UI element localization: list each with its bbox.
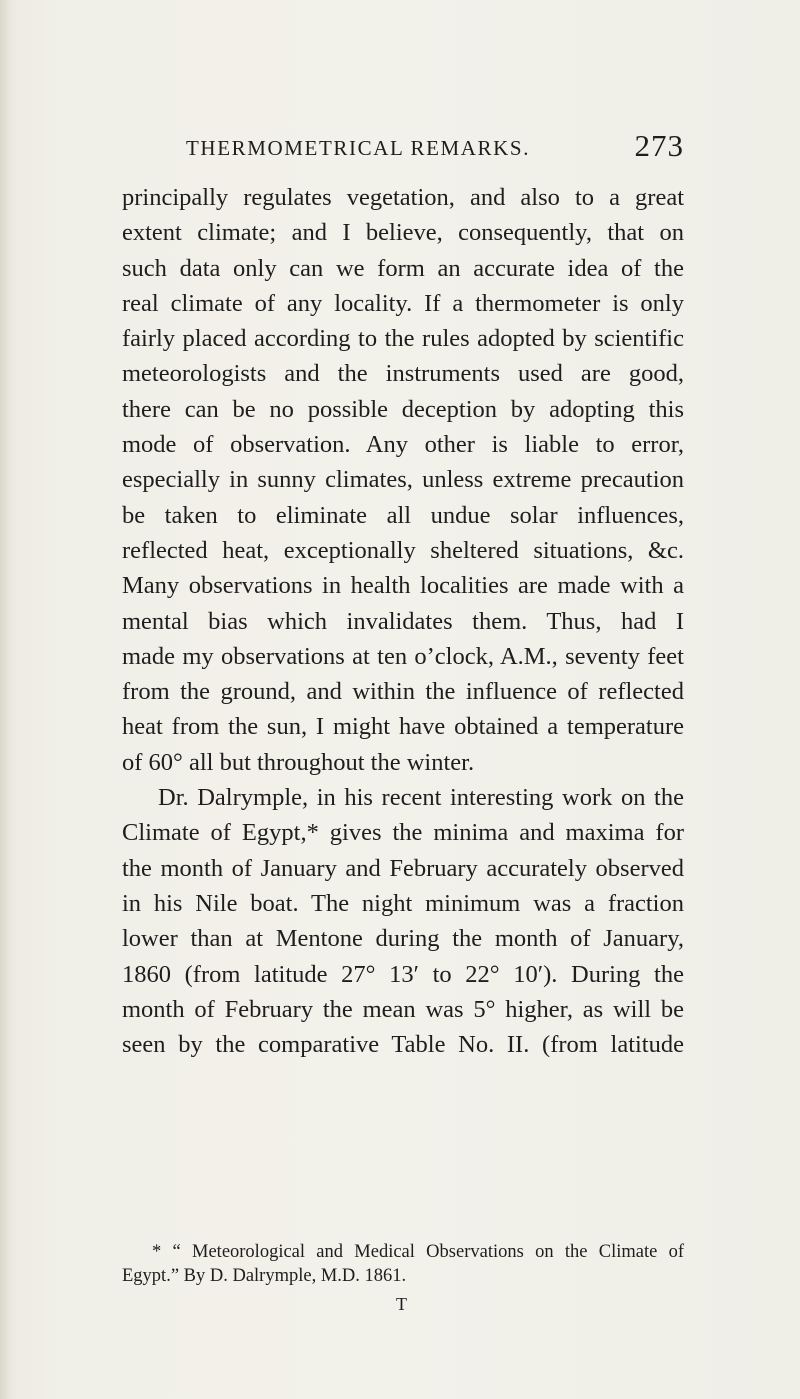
text-line: Many observations in health localities are made with a bbox=[122, 572, 684, 600]
text-line: month of February the mean was 5° higher, as will be bbox=[122, 995, 684, 1023]
text-line: Dr. Dalrymple, in his recent interesting work on the bbox=[158, 784, 684, 812]
text-line: extent climate; and I believe, consequently, that on bbox=[122, 219, 684, 247]
text-line: especially in sunny climates, unless extreme precaution bbox=[122, 466, 684, 494]
text-line: the month of January and February accurately observed bbox=[122, 854, 684, 882]
text-line: in his Nile boat. The night minimum was a fraction bbox=[122, 889, 684, 917]
footnote-line: Egypt.” By D. Dalrymple, M.D. 1861. bbox=[122, 1266, 407, 1286]
binding-shadow bbox=[0, 0, 14, 1399]
footnote bbox=[122, 1240, 684, 1288]
text-line: Climate of Egypt,* gives the minima and maxima for bbox=[122, 819, 684, 847]
text-line: mode of observation. Any other is liable to error, bbox=[122, 431, 684, 459]
footnote-line: * “ Meteorological and Medical Observations on the Climate of bbox=[152, 1242, 684, 1262]
text-line: meteorologists and the instruments used are good, bbox=[122, 360, 684, 388]
text-line: from the ground, and within the influence of reflected bbox=[122, 678, 684, 706]
text-line: mental bias which invalidates them. Thus, had I bbox=[122, 607, 684, 635]
text-line: reflected heat, exceptionally sheltered situations, &c. bbox=[122, 536, 684, 564]
text-line: be taken to eliminate all undue solar influences, bbox=[122, 501, 684, 529]
text-line: made my observations at ten o’clock, A.M., seventy feet bbox=[122, 642, 684, 670]
page-number: 273 bbox=[634, 128, 684, 163]
text-line: real climate of any locality. If a thermometer is only bbox=[122, 289, 684, 317]
text-line: seen by the comparative Table No. II. (from latitude bbox=[122, 1031, 684, 1059]
signature-mark: T bbox=[396, 1294, 407, 1314]
text-line: principally regulates vegetation, and also to a great bbox=[122, 184, 684, 211]
running-title: THERMOMETRICAL REMARKS. bbox=[186, 136, 531, 160]
text-line: heat from the sun, I might have obtained a temperature bbox=[122, 713, 684, 741]
text-line: of 60° all but throughout the winter. bbox=[122, 748, 475, 776]
text-line: such data only can we form an accurate idea of the bbox=[122, 254, 684, 282]
text-line: there can be no possible deception by adopting this bbox=[122, 395, 684, 423]
text-line: 1860 (from latitude 27° 13′ to 22° 10′). During the bbox=[122, 960, 684, 988]
text-line: fairly placed according to the rules adopted by scientific bbox=[122, 325, 684, 353]
body-text bbox=[122, 180, 684, 1062]
running-head bbox=[186, 128, 684, 168]
text-line: lower than at Mentone during the month of January, bbox=[122, 925, 684, 953]
